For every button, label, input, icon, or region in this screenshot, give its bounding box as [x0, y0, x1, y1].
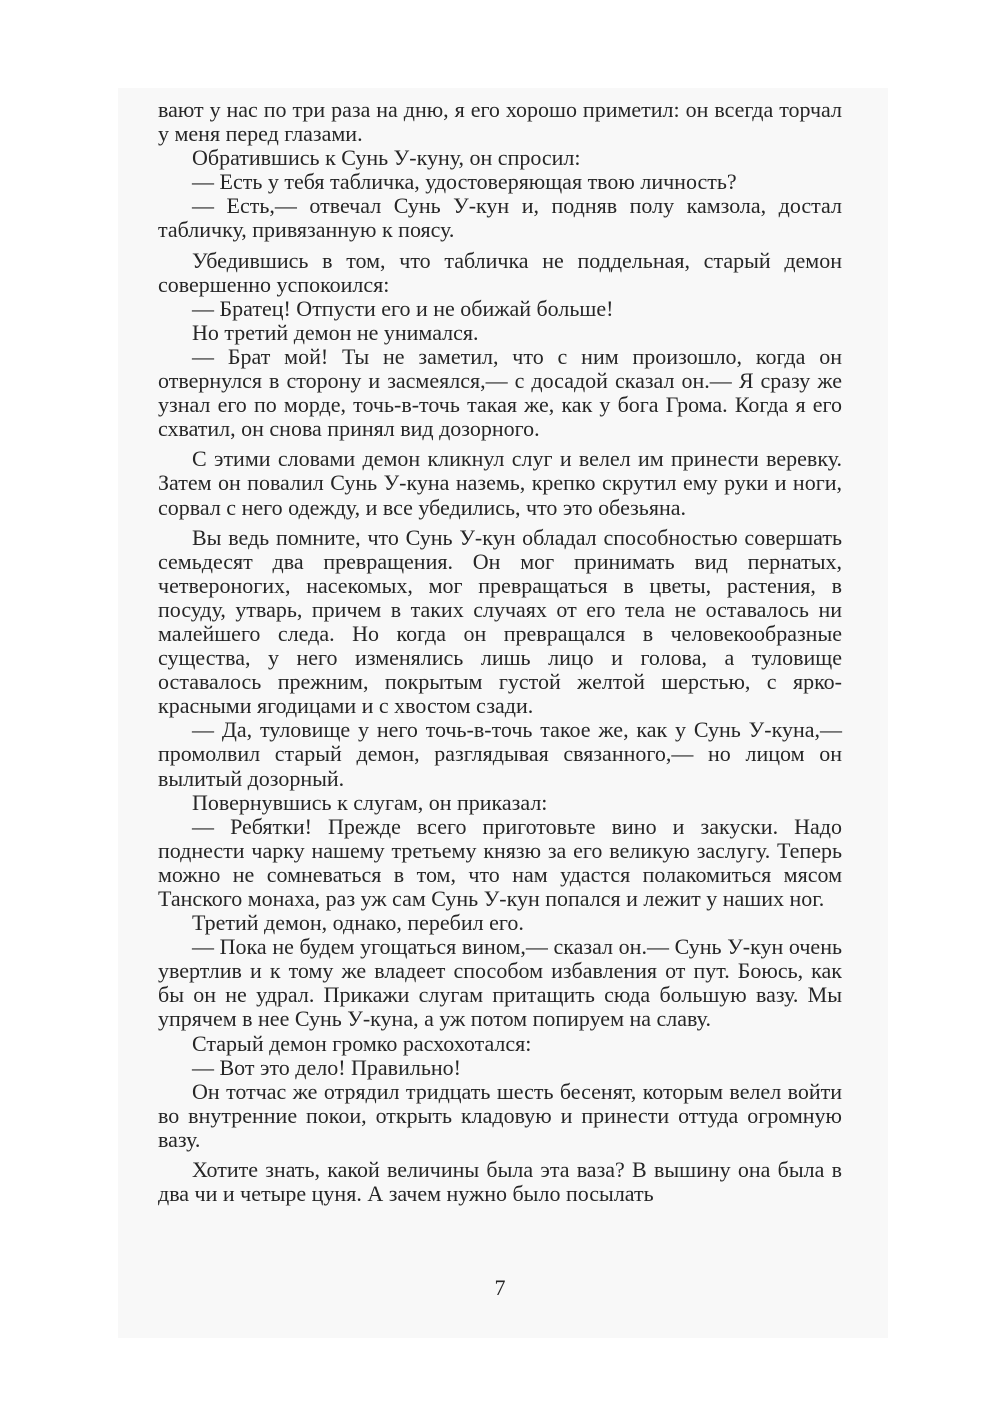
paragraph: вают у нас по три раза на дню, я его хорошо приметил: он всегда торчал у меня перед глазами. [158, 97, 842, 147]
paragraph: Хотите знать, какой величины была эта ваза? В вышину она была в два чи и четыре цуня. А зачем нужно было посылать [158, 1157, 842, 1207]
paragraph: Обратившись к Сунь У-куну, он спросил: [192, 145, 581, 171]
page-number: 7 [494, 1275, 506, 1300]
paragraph: Третий демон, однако, перебил его. [192, 910, 524, 936]
paragraph: — Брат мой! Ты не заметил, что с ним произошло, когда он отвернулся в сторону и засмеялся,— с досадой сказал он.— Я сразу же узнал его по морде, точь-в-точь такая же, как у бога Грома. Когда я его схватил, он снова принял вид дозорного. [158, 343, 842, 442]
paragraph: — Пока не будем угощаться вином,— сказал он.— Сунь У-кун очень увертлив и к тому же владеет способом избавления от пут. Боюсь, как бы он не удрал. Прикажи слугам притащить сюда большую вазу. Мы упрячем в нее Сунь У-куна, а уж потом попируем на славу. [158, 934, 842, 1032]
paragraph: — Братец! Отпусти его и не обижай больше! [192, 295, 614, 321]
paragraph: — Да, туловище у него точь-в-точь такое же, как у Сунь У-куна,— промолвил старый демон, разглядывая связанного,— но лицом он вылитый дозорный. [158, 717, 842, 791]
paragraph: — Есть у тебя табличка, удостоверяющая твою личность? [192, 169, 737, 195]
paragraph: Он тотчас же отрядил тридцать шесть бесенят, которым велел войти во внутренние покои, открыть кладовую и принести оттуда огромную вазу. [158, 1078, 842, 1152]
paragraph: Убедившись в том, что табличка не поддельная, старый демон совершенно успокоился: [158, 247, 842, 297]
paragraph: Старый демон громко расхохотался: [192, 1030, 532, 1056]
paragraph: — Ребятки! Прежде всего приготовьте вино и закуски. Надо поднести чарку нашему третьему князю за его великую заслугу. Теперь можно не сомневаться в том, что нам удастся полакомиться мясом Танского монаха, раз уж сам Сунь У-кун попался и лежит у наших ног. [158, 813, 842, 911]
paragraph: С этими словами демон кликнул слуг и велел им принести веревку. Затем он повалил Сунь У-куна наземь, крепко скрутил ему руки и ноги, сорвал с него одежду, и все убедились, что это обезьяна. [158, 446, 842, 520]
paragraph: — Вот это дело! Правильно! [192, 1054, 461, 1080]
paragraph: Но третий демон не унимался. [192, 319, 479, 345]
paragraph: Повернувшись к слугам, он приказал: [192, 789, 548, 815]
paragraph: Вы ведь помните, что Сунь У-кун обладал способностью совершать семьдесят два превращения. Он мог принимать вид пернатых, четвероногих, насекомых, мог превращаться в цветы, растения, в посуду, утварь, причем в таких случаях от его тела не оставалось ни малейшего следа. Но когда он превращался в человекообразные существа, у него изменялись лишь лицо и голова, а туловище оставалось прежним, покрытым густой желтой шерстью, с ярко-красными ягодицами и с хвостом сзади. [158, 524, 842, 719]
paragraph: — Есть,— отвечал Сунь У-кун и, подняв полу камзола, достал табличку, привязанную к поясу. [158, 193, 842, 243]
page-text [158, 98, 842, 1206]
